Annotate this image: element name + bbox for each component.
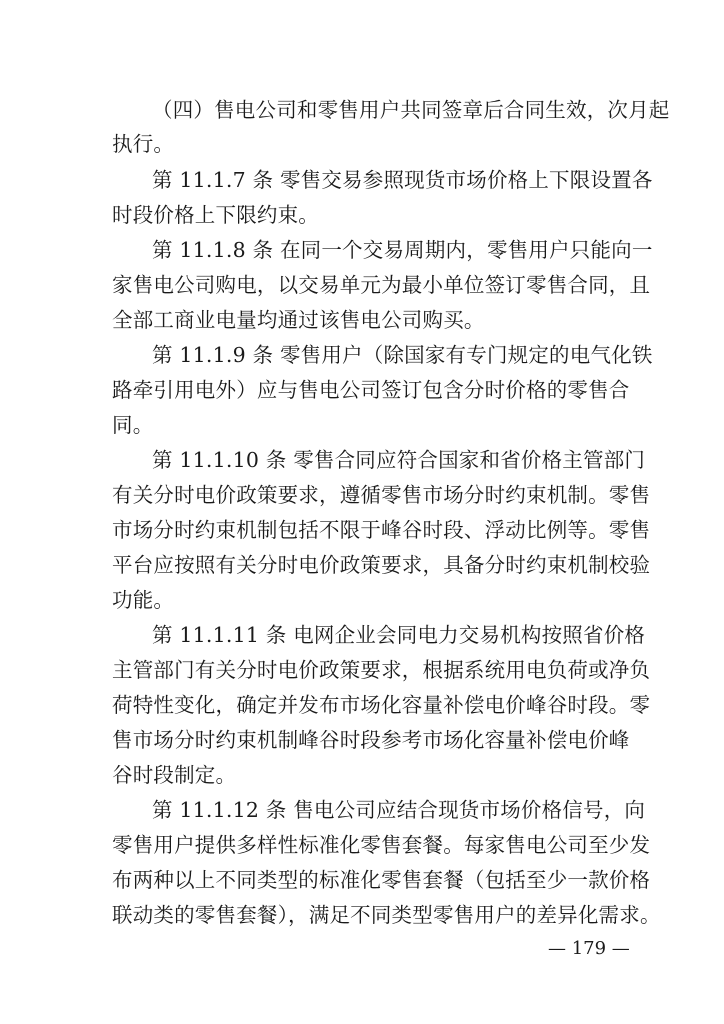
- article-11-1-11-line: 谷时段制定。: [112, 763, 237, 787]
- article-11-1-12-line: 联动类的零售套餐），满足不同类型零售用户的差异化需求。: [112, 903, 661, 927]
- article-11-1-8-line: 第 11.1.8 条 在同一个交易周期内，零售用户只能向一: [152, 238, 653, 262]
- article-11-1-10-line: 功能。: [112, 588, 175, 612]
- article-11-1-9-line: 同。: [112, 413, 154, 437]
- text-line: （四）售电公司和零售用户共同签章后合同生效，次月起: [152, 98, 670, 122]
- article-11-1-7-line: 第 11.1.7 条 零售交易参照现货市场价格上下限设置各: [152, 168, 653, 192]
- article-11-1-12-line: 布两种以上不同类型的标准化零售套餐（包括至少一款价格: [112, 868, 651, 892]
- article-11-1-12-line: 第 11.1.12 条 售电公司应结合现货市场价格信号，向: [152, 798, 646, 822]
- article-11-1-8-line: 家售电公司购电，以交易单元为最小单位签订零售合同，且: [112, 273, 651, 297]
- article-11-1-8-line: 全部工商业电量均通过该售电公司购买。: [112, 308, 485, 332]
- article-11-1-7-line: 时段价格上下限约束。: [112, 203, 319, 227]
- article-11-1-10-line: 平台应按照有关分时电价政策要求，具备分时约束机制校验: [112, 553, 651, 577]
- page-number: — 179 —: [548, 938, 630, 959]
- article-11-1-10-line: 有关分时电价政策要求，遵循零售市场分时约束机制。零售: [112, 483, 651, 507]
- article-11-1-12-line: 零售用户提供多样性标准化零售套餐。每家售电公司至少发: [112, 833, 651, 857]
- article-11-1-11-line: 主管部门有关分时电价政策要求，根据系统用电负荷或净负: [112, 658, 651, 682]
- article-11-1-10-line: 第 11.1.10 条 零售合同应符合国家和省价格主管部门: [152, 448, 646, 472]
- article-11-1-9-line: 第 11.1.9 条 零售用户（除国家有专门规定的电气化铁: [152, 343, 653, 367]
- article-11-1-9-line: 路牵引用电外）应与售电公司签订包含分时价格的零售合: [112, 378, 630, 402]
- article-11-1-11-line: 荷特性变化，确定并发布市场化容量补偿电价峰谷时段。零: [112, 693, 651, 717]
- text-line: 执行。: [112, 132, 175, 156]
- article-11-1-11-line: 第 11.1.11 条 电网企业会同电力交易机构按照省价格: [152, 623, 646, 647]
- article-11-1-10-line: 市场分时约束机制包括不限于峰谷时段、浮动比例等。零售: [112, 518, 651, 542]
- article-11-1-11-line: 售市场分时约束机制峰谷时段参考市场化容量补偿电价峰: [112, 728, 630, 752]
